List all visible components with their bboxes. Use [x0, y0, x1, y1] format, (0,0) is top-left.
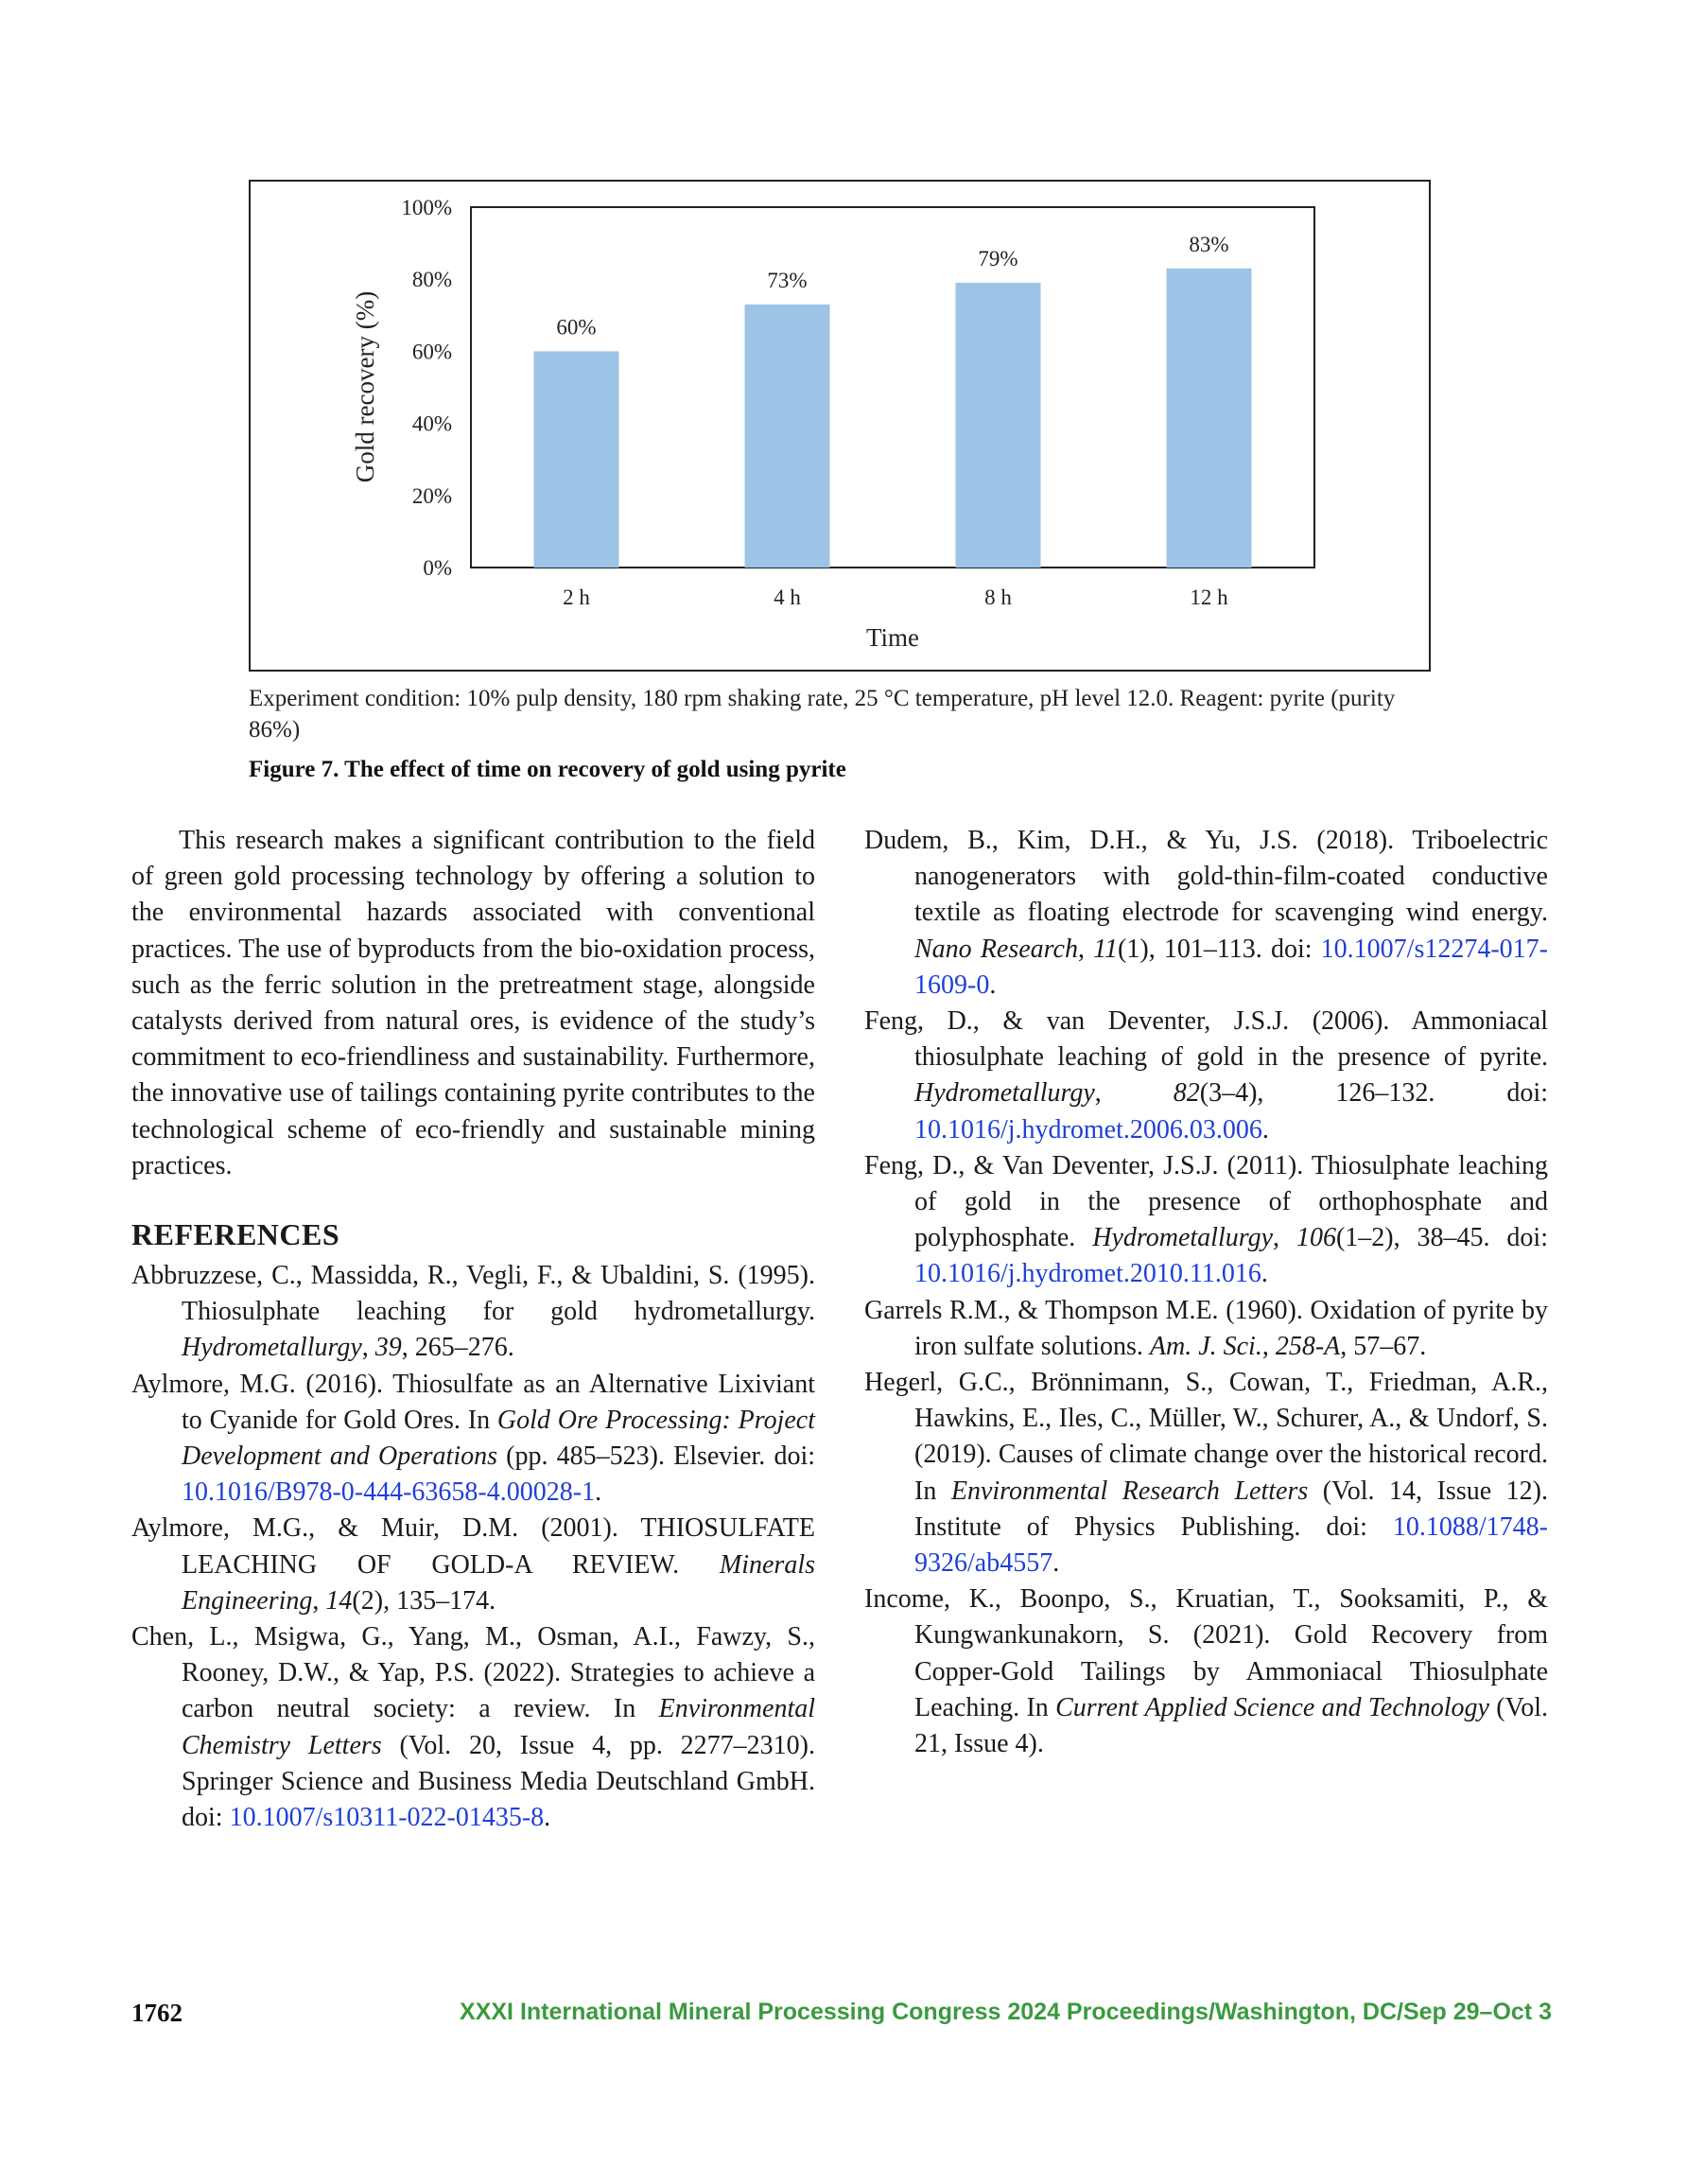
reference-source: Gold Ore Processing: Project Development and Operations	[182, 1405, 816, 1472]
reference-text: Aylmore, M.G., & Muir, D.M. (2001). THIOSULFATE LEACHING OF GOLD-A REVIEW.	[131, 1513, 815, 1580]
reference-source: Hydrometallurgy	[914, 1078, 1095, 1109]
reference-text: .	[1261, 1114, 1269, 1144]
y-tick-label: 80%	[411, 268, 452, 292]
reference-volume: 106	[1296, 1223, 1336, 1253]
reference-volume: 82	[1173, 1078, 1200, 1109]
reference-text: (Vol. 20, Issue 4, pp. 2277–2310). Springer Science and Business Media Deutschland GmbH. doi:	[182, 1730, 815, 1833]
reference-text: (pp. 485–523). Elsevier. doi:	[497, 1441, 815, 1472]
x-tick-label: 8 h	[984, 585, 1012, 609]
x-tick-label: 4 h	[774, 585, 801, 609]
reference-text: .	[1052, 1548, 1060, 1579]
left-column	[131, 823, 815, 1836]
reference-source: Nano Research	[914, 934, 1078, 964]
reference-item	[864, 1148, 1548, 1293]
reference-text: ,	[312, 1585, 326, 1616]
doi-link[interactable]: 10.1088/1748-9326/ab4557	[914, 1511, 1548, 1579]
body-paragraph: This research makes a significant contribution to the field of green gold processing technology by offering a solution to the environmental hazards associated with conventional practices. The use of byproducts from the bio-oxidation process, such as the ferric solution in the pretreatment stage, alongside catalysts derived from natural ores, is evidence of the study’s commitment to eco-friendliness and sustainability. Furthermore, the innovative use of tailings containing pyrite contributes to the technological scheme of eco-friendly and sustainable mining practices.	[131, 826, 815, 1180]
reference-item	[131, 1367, 815, 1511]
reference-text: .	[595, 1477, 602, 1508]
doi-link[interactable]: 10.1016/B978-0-444-63658-4.00028-1	[182, 1477, 596, 1508]
conference-name: XXXI International Mineral Processing Congress 2024 Proceedings/Washington, DC/Sep 29–Oct 3	[460, 1999, 1552, 2025]
reference-text: Income, K., Boonpo, S., Kruatian, T., Sooksamiti, P., & Kungwankunakorn, S. (2021). Gold Recovery from Copper-Gold Tailings by Ammoniacal Thiosulphate Leaching. In	[864, 1584, 1548, 1722]
y-tick-label: 20%	[411, 483, 452, 508]
reference-item	[864, 1365, 1548, 1581]
reference-text: (Vol. 14, Issue 12). Institute of Physics Publishing. doi:	[914, 1476, 1549, 1542]
figure-condition-note: Experiment condition: 10% pulp density, 180 rpm shaking rate, 25 °C temperature, pH level 12.0. Reagent: pyrite (purity 86%)	[249, 686, 1396, 743]
reference-text: (2), 135–174.	[352, 1585, 496, 1616]
doi-link[interactable]: 10.1007/s10311-022-01435-8	[229, 1803, 545, 1833]
doi-link[interactable]: 10.1016/j.hydromet.2006.03.006	[914, 1114, 1262, 1144]
reference-item	[864, 1293, 1548, 1365]
reference-volume: 258-A	[1275, 1331, 1341, 1361]
figure-7-chart	[249, 180, 1431, 672]
y-axis-title: Gold recovery (%)	[351, 290, 379, 483]
x-tick-label: 2 h	[563, 585, 590, 609]
reference-source: Hydrometallurgy	[182, 1333, 362, 1363]
y-tick-label: 0%	[423, 556, 452, 580]
reference-item	[131, 1619, 815, 1836]
reference-text: ,	[1261, 1331, 1276, 1361]
bar	[956, 283, 1041, 568]
data-label: 60%	[556, 315, 597, 340]
data-label: 73%	[767, 268, 808, 292]
reference-source: Current Applied Science and Technology	[1055, 1692, 1489, 1722]
reference-source: Environmental Research Letters	[950, 1476, 1309, 1506]
reference-text: Feng, D., & Van Deventer, J.S.J. (2011). Thiosulphate leaching of gold in the presence of orthophosphate and polyphosphate.	[864, 1150, 1548, 1253]
reference-source: Hydrometallurgy	[1092, 1223, 1274, 1253]
reference-text: ,	[1273, 1223, 1296, 1253]
reference-text: Aylmore, M.G. (2016). Thiosulfate as an Alternative Lixiviant to Cyanide for Gold Ores. In	[131, 1369, 815, 1435]
reference-item	[864, 823, 1548, 1004]
references-heading: REFERENCES	[131, 1217, 340, 1252]
reference-volume: 14	[325, 1585, 353, 1616]
reference-source: Am. J. Sci.	[1149, 1331, 1262, 1361]
bar-chart	[251, 182, 1429, 670]
y-tick-label: 60%	[411, 340, 452, 364]
reference-text: (1), 101–113. doi:	[1118, 934, 1321, 964]
reference-item	[864, 1004, 1548, 1148]
data-label: 79%	[978, 247, 1018, 271]
reference-volume: 39	[374, 1333, 402, 1363]
bar	[1167, 269, 1252, 568]
page-footer	[131, 1999, 1552, 2036]
reference-text: ,	[1077, 934, 1094, 964]
data-label: 83%	[1189, 232, 1229, 256]
references-list-right	[864, 823, 1548, 1762]
x-tick-label: 12 h	[1190, 585, 1228, 609]
reference-text: .	[544, 1803, 551, 1833]
reference-source: Environmental Chemistry Letters	[182, 1694, 815, 1760]
reference-text: , 265–276.	[401, 1333, 514, 1363]
bar	[534, 351, 619, 568]
y-tick-label: 40%	[411, 411, 452, 436]
reference-item	[131, 1511, 815, 1619]
doi-link[interactable]: 10.1016/j.hydromet.2010.11.016	[914, 1259, 1261, 1289]
right-column	[864, 823, 1548, 1762]
reference-text: (Vol. 21, Issue 4).	[914, 1692, 1548, 1759]
reference-text: Feng, D., & van Deventer, J.S.J. (2006). Ammoniacal thiosulphate leaching of gold in the presence of pyrite.	[864, 1006, 1548, 1073]
reference-text: Hegerl, G.C., Brönnimann, S., Cowan, T., Friedman, A.R., Hawkins, E., Iles, C., Müller, W., Schurer, A., & Undorf, S. (2019). Causes of climate change over the historical record. In	[864, 1368, 1548, 1506]
reference-item	[864, 1581, 1548, 1762]
references-list-left	[131, 1258, 815, 1836]
reference-text: (1–2), 38–45. doi:	[1335, 1223, 1548, 1253]
reference-source: Minerals Engineering	[182, 1549, 815, 1616]
page-number: 1762	[131, 1999, 183, 2027]
reference-text: ,	[1094, 1078, 1174, 1109]
reference-text: Dudem, B., Kim, D.H., & Yu, J.S. (2018). Triboelectric nanogenerators with gold-thin-film-coated conductive textile as floating electrode for scavenging wind energy.	[864, 826, 1548, 928]
reference-text: Garrels R.M., & Thompson M.E. (1960). Oxidation of pyrite by iron sulfate solutions.	[864, 1295, 1548, 1361]
reference-item	[131, 1258, 815, 1367]
figure-title: Figure 7. The effect of time on recovery of gold using pyrite	[249, 757, 846, 782]
reference-text: Abbruzzese, C., Massidda, R., Vegli, F., & Ubaldini, S. (1995). Thiosulphate leaching for gold hydrometallurgy.	[131, 1261, 815, 1327]
reference-volume: 11	[1093, 934, 1119, 964]
x-axis-title: Time	[865, 623, 920, 652]
reference-text: (3–4), 126–132. doi:	[1199, 1078, 1548, 1109]
doi-link[interactable]: 10.1007/s12274-017-1609-0	[914, 934, 1548, 1000]
reference-text: .	[1261, 1259, 1268, 1289]
bar	[745, 305, 830, 568]
reference-text: .	[989, 970, 997, 1000]
reference-text: ,	[361, 1333, 375, 1363]
y-tick-label: 100%	[401, 196, 452, 219]
reference-text: Chen, L., Msigwa, G., Yang, M., Osman, A.I., Fawzy, S., Rooney, D.W., & Yap, P.S. (2022). Strategies to achieve a carbon neutral society: a review. In	[131, 1622, 815, 1724]
reference-text: , 57–67.	[1340, 1331, 1427, 1361]
